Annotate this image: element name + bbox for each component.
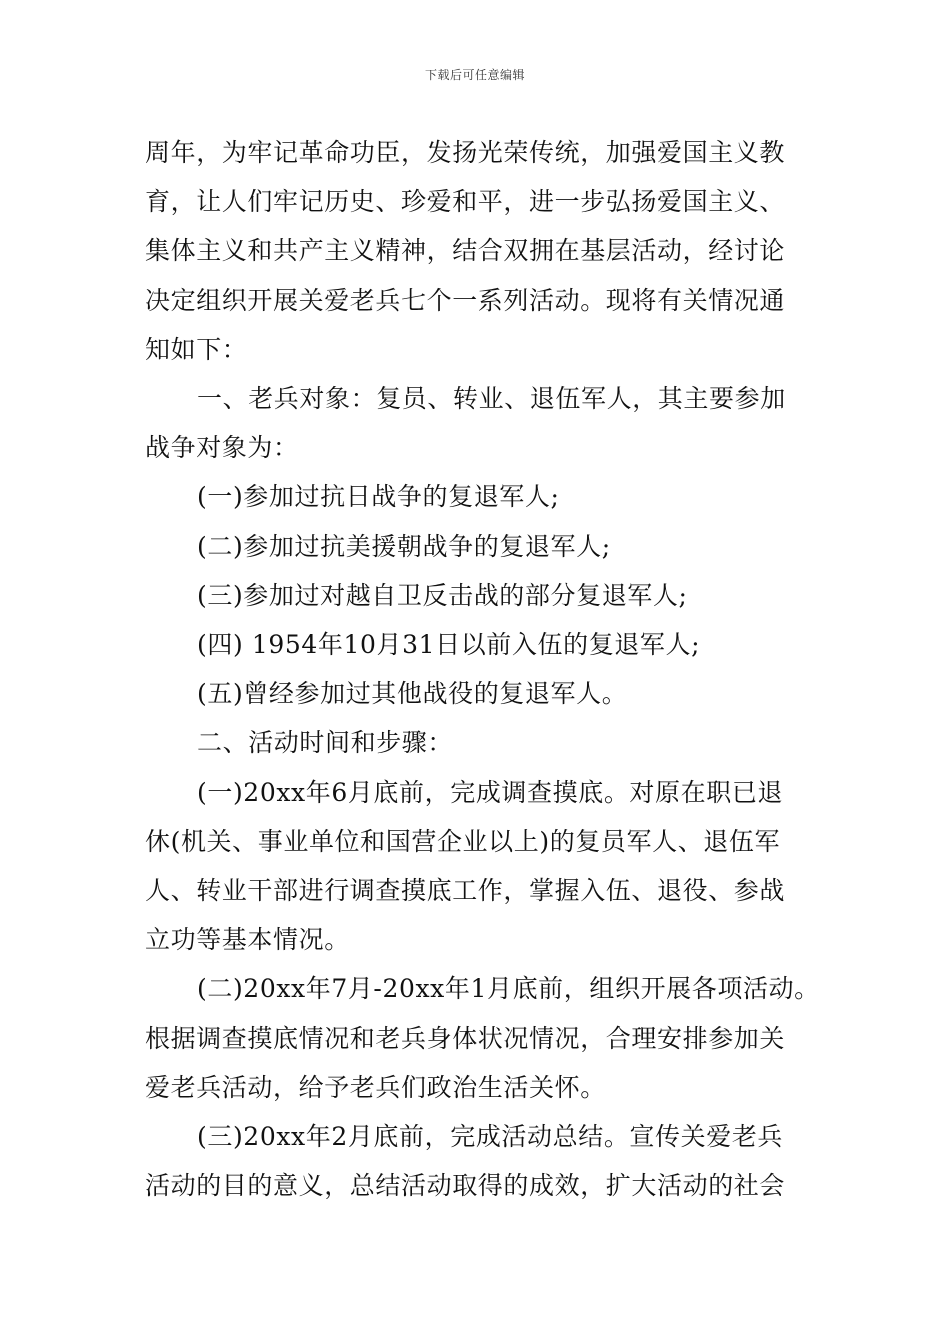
- text-line: 根据调查摸底情况和老兵身体状况情况，合理安排参加关: [145, 1023, 786, 1053]
- text-line: 立功等基本情况。: [145, 925, 350, 955]
- text-line: 人、转业干部进行调查摸底工作，掌握入伍、退役、参战: [145, 876, 786, 906]
- text-line: 二、活动时间和步骤：: [197, 728, 454, 758]
- text-line: (四) 1954年10月31日以前入伍的复退军人;: [197, 630, 701, 660]
- text-line: 决定组织开展关爱老兵七个一系列活动。现将有关情况通: [145, 285, 786, 315]
- text-line: 休(机关、事业单位和国营企业以上)的复员军人、退伍军: [145, 826, 781, 856]
- text-line: (一)20xx年6月底前，完成调查摸底。对原在职已退: [197, 777, 784, 807]
- text-line: 知如下：: [145, 334, 248, 364]
- text-line: 爱老兵活动，给予老兵们政治生活关怀。: [145, 1072, 606, 1102]
- text-line: 活动的目的意义，总结活动取得的成效，扩大活动的社会: [145, 1171, 786, 1201]
- text-line: 一、老兵对象：复员、转业、退伍军人，其主要参加: [197, 384, 786, 414]
- text-line: 战争对象为：: [145, 433, 299, 463]
- text-line: (三)20xx年2月底前，完成活动总结。宣传关爱老兵: [197, 1122, 784, 1152]
- text-line: (五)曾经参加过其他战役的复退军人。: [197, 679, 628, 709]
- text-line: (三)参加过对越自卫反击战的部分复退军人;: [197, 580, 688, 610]
- text-line: 集体主义和共产主义精神，结合双拥在基层活动，经讨论: [145, 236, 786, 266]
- text-line: 周年，为牢记革命功臣，发扬光荣传统，加强爱国主义教: [145, 138, 786, 167]
- text-line: (二)20xx年7月-20xx年1月底前，组织开展各项活动。: [197, 974, 820, 1004]
- document-body: [145, 128, 820, 1210]
- page-header: 下载后可任意编辑: [424, 68, 525, 82]
- text-line: (二)参加过抗美援朝战争的复退军人;: [197, 531, 611, 561]
- text-line: (一)参加过抗日战争的复退军人;: [197, 482, 560, 512]
- text-line: 育，让人们牢记历史、珍爱和平，进一步弘扬爱国主义、: [145, 187, 786, 217]
